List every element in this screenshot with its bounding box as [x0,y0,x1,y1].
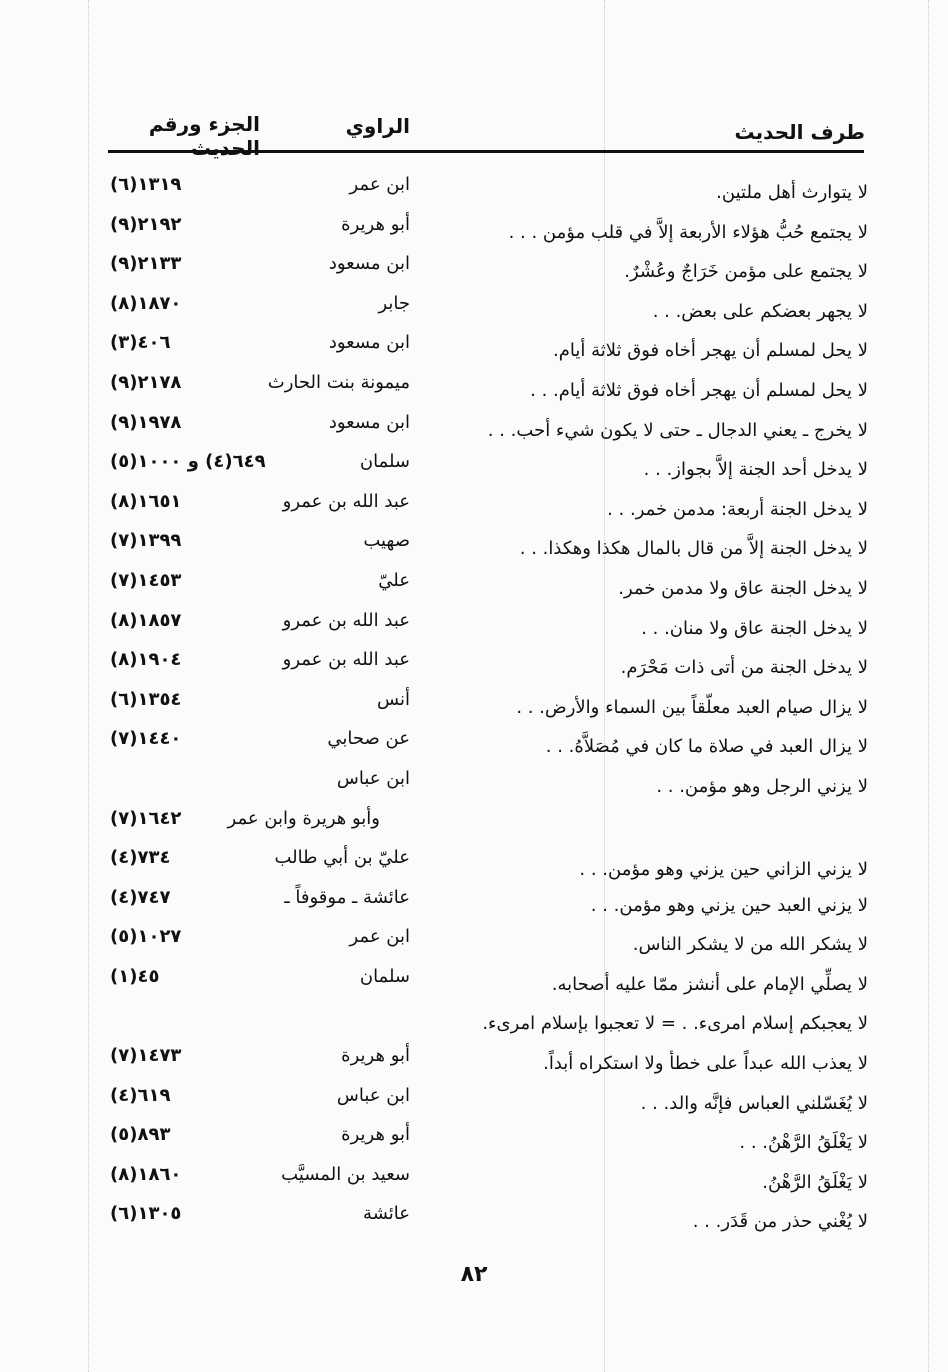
table-row [100,1083,868,1123]
volume-number: ٦٤٩(٤) و ١٠٠٠(٥) [110,451,266,473]
table-row [100,410,868,450]
table-row [100,964,868,1004]
volume-number: ١٤٤٠(٧) [110,728,182,750]
hadith-text: لا يُغْني حذر من قَدَر. . . [692,1211,868,1233]
table-row [100,726,868,766]
hadith-text: لا يزني الزاني حين يزني وهو مؤمن. . . [579,859,868,881]
table-row [100,1043,868,1083]
table-row [100,489,868,529]
narrator: ابن عمر [349,174,410,195]
hadith-text: لا يتوارث أهل ملتين. [716,182,868,203]
volume-number: ٢١٩٢(٩) [110,213,182,235]
table-row [100,924,868,964]
table-row [100,1122,868,1162]
narrator: سعيد بن المسيَّب [281,1163,410,1185]
table-row [100,370,868,410]
volume-number: ١٦٥١(٨) [110,490,182,512]
hadith-text: لا يدخل الجنة عاق ولا مدمن خمر. [618,577,868,599]
table-row [100,330,868,370]
table-row [100,568,868,608]
hadith-text: لا يُغَسّلني العباس فإنَّه والد. . . [640,1092,868,1114]
table-row [100,647,868,687]
hadith-text: لا يدخل الجنة أربعة: مدمن خمر. . . [607,498,868,520]
narrator: عبد الله بن عمرو [282,490,410,512]
volume-number: ٧٤٧(٤) [110,886,171,908]
table-row [100,251,868,291]
narrator: سلمان [359,451,410,473]
volume-number: ١٤٧٣(٧) [110,1045,182,1067]
table-row [100,1201,868,1241]
table-row [100,172,868,212]
volume-number: ٤٥(١) [110,965,160,987]
hadith-text: لا يدخل الجنة من أتى ذات مَحْرَم. [620,657,868,679]
volume-number: ٤٠٦(٣) [110,332,171,354]
narrator: ابن مسعود [328,253,410,275]
narrator: عبد الله بن عمرو [282,649,410,671]
hadith-index-table [100,172,868,1241]
narrator: أبو هريرة [341,1045,410,1067]
volume-number: ١٩٧٨(٩) [110,411,182,433]
narrator: أنس [377,688,410,710]
narrator: ميمونة بنت الحارث [267,371,410,393]
narrator: وأبو هريرة وابن عمر [227,807,380,829]
volume-number: ١٨٧٠(٨) [110,292,182,314]
narrator: ابن عمر [349,926,410,948]
table-row [100,766,868,806]
volume-number: ١٦٤٢(٧) [110,807,182,829]
narrator: عائشة [363,1203,410,1225]
volume-number: ١٨٥٧(٨) [110,609,182,631]
volume-number: ١٩٠٤(٨) [110,649,182,671]
table-row [100,212,868,252]
hadith-text: لا يَغْلَقُ الرَّهْنُ. . . [739,1132,868,1154]
column-header-hadith: طرف الحديث [734,120,865,144]
volume-number: ٧٣٤(٤) [110,847,171,869]
narrator: عليّ [378,569,410,591]
narrator: ابن مسعود [328,332,410,354]
hadith-text: لا يشكر الله من لا يشكر الناس. [632,934,868,956]
table-row [100,608,868,648]
table-row [100,885,868,925]
volume-number: ١٣٠٥(٦) [110,1203,182,1225]
table-row [100,528,868,568]
hadith-text: لا يدخل الجنة إلاَّ من قال بالمال هكذا وهكذا. . . [519,538,868,560]
narrator: ابن عباس [336,1084,410,1106]
hadith-text: لا يعذب الله عبداً على خطأ ولا استكراه أبداً. [543,1053,868,1075]
narrator: عليّ بن أبي طالب [274,847,410,869]
table-row [100,1003,868,1043]
narrator: صهيب [363,530,410,552]
scan-artifact [88,0,89,1372]
volume-number: ١٣١٩(٦) [110,174,182,195]
hadith-text: لا يدخل أحد الجنة إلاَّ بجواز. . . [643,459,868,481]
narrator: عبد الله بن عمرو [282,609,410,631]
table-row [100,687,868,727]
hadith-text: لا يزال العبد في صلاة ما كان في مُصَلاَّهُ. . . [545,736,868,758]
table-row [100,291,868,331]
narrator: أبو هريرة [341,1124,410,1146]
hadith-text: لا يجتمع على مؤمن خَرَاجٌ وعُشْرٌ. [624,261,868,283]
table-row [100,1162,868,1202]
column-header-rawi: الراوي [345,114,410,138]
volume-number: ١٨٦٠(٨) [110,1163,182,1185]
volume-number: ٨٩٣(٥) [110,1124,171,1146]
hadith-text: لا يجهر بعضكم على بعض. . . [652,300,868,322]
volume-number: ١٣٥٤(٦) [110,688,182,710]
hadith-text: لا يعجبكم إسلام امرىء. . = لا تعجبوا بإسلام امرىء. [482,1013,868,1035]
column-header-ref: الجزء ورقم الحديث [148,112,260,160]
scan-artifact [928,0,929,1372]
table-row [100,845,868,885]
narrator: أبو هريرة [341,213,410,235]
narrator: جابر [378,292,410,314]
table-header [105,112,865,160]
narrator: ابن عباس [336,767,410,789]
narrator: سلمان [359,965,410,987]
volume-number: ١٤٥٣(٧) [110,569,182,591]
header-divider [108,150,864,153]
hadith-text: لا يخرج ـ يعني الدجال ـ حتى لا يكون شيء أحب. . . [487,419,868,441]
hadith-text: لا يزني الرجل وهو مؤمن. . . [656,775,868,797]
volume-number: ١٣٩٩(٧) [110,530,182,552]
hadith-text: لا يدخل الجنة عاق ولا منان. . . [641,617,868,639]
page-number: ٨٢ [460,1262,488,1287]
hadith-text: لا يجتمع حُبُّ هؤلاء الأربعة إلاَّ في قلب مؤمن . . . [508,221,868,243]
narrator: عائشة ـ موقوفاً ـ [284,886,410,908]
hadith-text: لا يزني العبد حين يزني وهو مؤمن. . . [590,894,868,916]
table-row [100,806,868,846]
hadith-text: لا يحل لمسلم أن يهجر أخاه فوق ثلاثة أيام. [553,340,868,362]
hadith-text: لا يَغْلَقُ الرَّهْنُ. [762,1171,868,1193]
narrator: ابن مسعود [328,411,410,433]
table-row [100,449,868,489]
volume-number: ٢١٣٣(٩) [110,253,182,275]
volume-number: ٢١٧٨(٩) [110,371,182,393]
narrator: عن صحابي [327,728,410,750]
volume-number: ١٠٢٧(٥) [110,926,182,948]
hadith-text: لا يحل لمسلم أن يهجر أخاه فوق ثلاثة أيام. . . [530,379,868,401]
hadith-text: لا يصلِّي الإمام على أنشز ممّا عليه أصحابه. [551,973,868,995]
hadith-text: لا يزال صيام العبد معلّقاً بين السماء والأرض. . . [516,696,868,718]
volume-number: ٦١٩(٤) [110,1084,171,1106]
